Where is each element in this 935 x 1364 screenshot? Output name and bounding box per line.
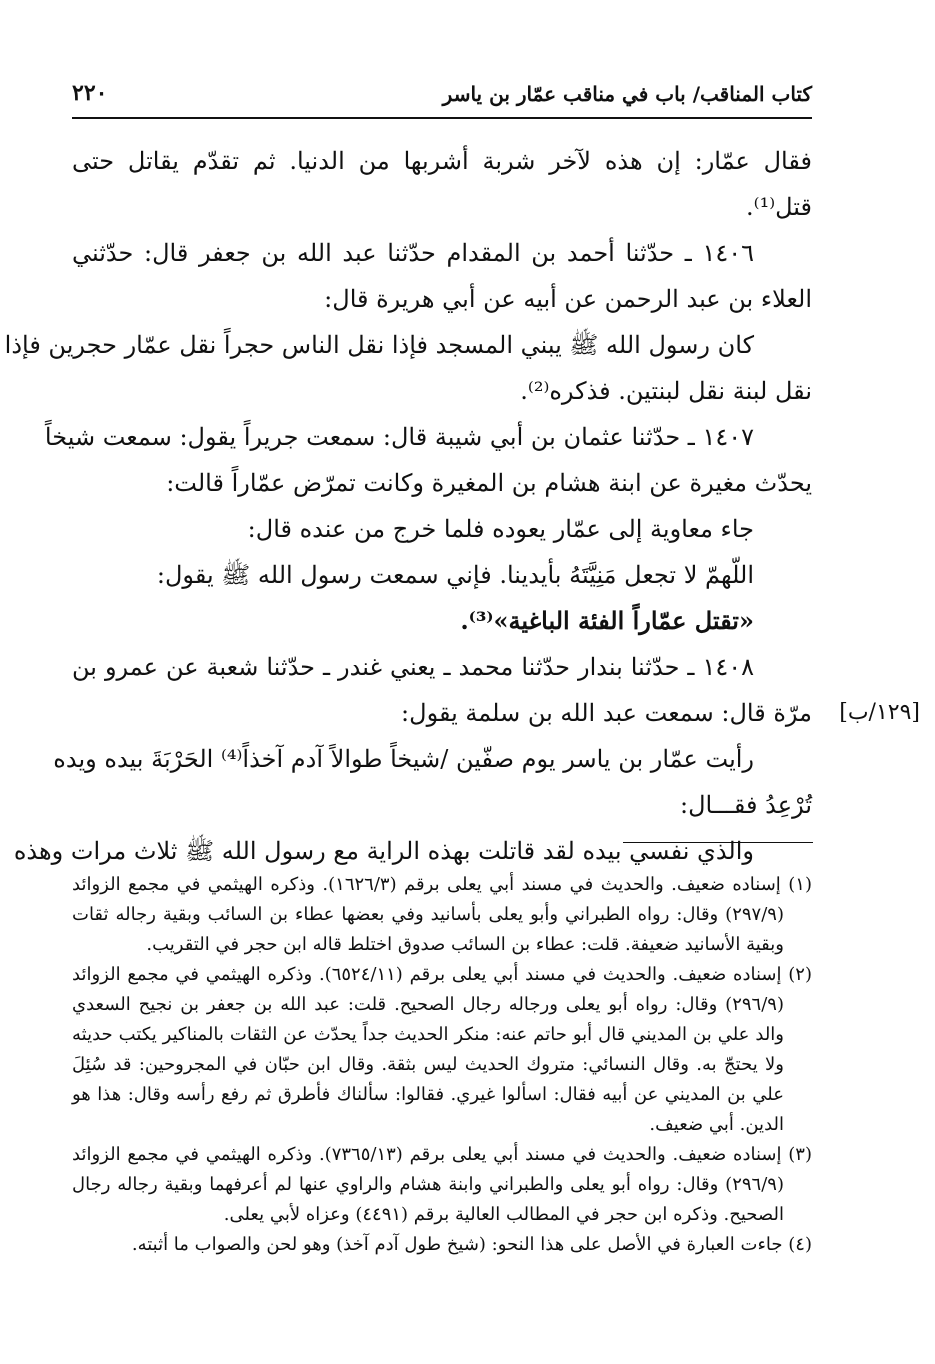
- text-line: رأيت عمّار بن ياسر يوم صفّين /شيخاً طوالاً آدم آخذاً⁽⁴⁾ الحَرْبَةَ بيده ويده: [53, 745, 754, 773]
- footnote-3-line: (٣) إسناده ضعيف. والحديث في مسند أبي يعلى برقم (٧٣٦٥/١٣). وذكره الهيثمي في مجمع الزوائد: [72, 1144, 812, 1165]
- header-rule: [72, 117, 812, 119]
- text-line: العلاء بن عبد الرحمن عن أبيه عن أبي هريرة قال:: [324, 285, 812, 313]
- footnote-1-line: (١) إسناده ضعيف. والحديث في مسند أبي يعلى برقم (١٦٢٦/٣). وذكره الهيثمي في مجمع الزوائد: [72, 874, 812, 895]
- footnote-2-line: (٢) إسناده ضعيف. والحديث في مسند أبي يعلى برقم (٦٥٢٤/١١). وذكره الهيثمي في مجمع الزوائد: [72, 964, 812, 985]
- text-line: فقال عمّار: إن هذه لآخر شربة أشربها من الدنيا. ثم تقدّم يقاتل حتى: [72, 147, 812, 175]
- footnote-line: وبقية الأسانيد ضعيفة. قلت: عطاء بن السائب صدوق اختلط قاله ابن حجر في التقريب.: [146, 934, 784, 955]
- text-line: قتل⁽¹⁾.: [746, 193, 812, 221]
- text-line: والذي نفسي بيده لقد قاتلت بهذه الراية مع رسول الله ﷺ ثلاث مرات وهذه: [13, 837, 754, 865]
- text-line: يحدّث مغيرة عن ابنة هشام بن المغيرة وكانت تمرّض عمّاراً قالت:: [166, 469, 812, 497]
- footnotes: [72, 870, 812, 1260]
- footnote-line: (٢٩٦/٩) وقال: رواه أبو يعلى ورجاله رجال الصحيح. قلت: عبد الله بن جعفر بن نجيح السعدي: [72, 994, 784, 1015]
- text-line: اللّهمّ لا تجعل مَنِيَّتَهُ بأيدينا. فإني سمعت رسول الله ﷺ يقول:: [156, 561, 754, 589]
- hadith-1408-line: ١٤٠٨ ـ حدّثنا بندار حدّثنا محمد ـ يعني غندر ـ حدّثنا شعبة عن عمرو بن: [72, 653, 754, 681]
- footnote-line: (٢٩٦/٩) وقال: رواه أبو يعلى والطبراني وابنة هشام والراوي عنها لم أعرفهما وبقية رجاله رجال: [72, 1174, 784, 1195]
- manuscript-folio-note: [١٢٩/ب]: [839, 700, 920, 725]
- main-text: [4, 138, 812, 874]
- footnote-line: الدين. أبي ضعيف.: [649, 1114, 784, 1135]
- text-line: مرّة قال: سمعت عبد الله بن سلمة يقول:: [401, 699, 812, 727]
- footnote-line: والد علي بن المديني قال أبو حاتم عنه: منكر الحديث جداً يحدّث عن الثقات بالمناكير يكتب حديثه: [72, 1024, 784, 1045]
- hadith-1406-line: ١٤٠٦ ـ حدّثنا أحمد بن المقدام حدّثنا عبد الله بن جعفر قال: حدّثني: [72, 239, 754, 267]
- hadith-quote-line: «تقتل عمّاراً الفئة الباغية»⁽³⁾.: [460, 606, 754, 635]
- footnote-4-line: (٤) جاءت العبارة في الأصل على هذا النحو: (شيخ طول آدم آخذ) وهو لحن والصواب ما أثبته.: [131, 1234, 812, 1255]
- text-line: نقل لبنة نقل لبنتين. فذكره⁽²⁾.: [520, 377, 812, 405]
- hadith-1407-line: ١٤٠٧ ـ حدّثنا عثمان بن أبي شيبة قال: سمعت جريراً يقول: سمعت شيخاً: [44, 423, 754, 451]
- text-line: جاء معاوية إلى عمّار يعوده فلما خرج من عنده قال:: [247, 515, 754, 543]
- footnote-separator: [623, 842, 813, 843]
- text-line: تُرْعِدُ فقـــال:: [679, 791, 812, 819]
- text-line: كان رسول الله ﷺ يبني المسجد فإذا نقل الناس حجراً نقل عمّار حجرين فإذا: [4, 331, 754, 359]
- page-number: ٢٢٠: [72, 80, 108, 106]
- footnote-line: الصحيح. وذكره ابن حجر في المطالب العالية برقم (٤٤٩١) وعزاه لأبي يعلى.: [223, 1204, 784, 1225]
- footnote-line: علي بن المديني عن أبيه فقال: اسألوا غيري. فقالوا: سألناك فأطرق ثم رفع رأسه وقال: هذا هو: [72, 1084, 784, 1105]
- running-title: كتاب المناقب/ باب في مناقب عمّار بن ياسر: [442, 82, 812, 106]
- page-header: [72, 78, 812, 116]
- footnote-line: ولا يحتجّ به. وقال النسائي: متروك الحديث ليس بثقة. وقال ابن حبّان في المجروحين: قد سُئِلَ: [72, 1054, 784, 1075]
- footnote-line: (٢٩٧/٩) وقال: رواه الطبراني وأبو يعلى بأسانيد وفي بعضها عطاء بن السائب وبقية رجاله ثقات: [72, 904, 784, 925]
